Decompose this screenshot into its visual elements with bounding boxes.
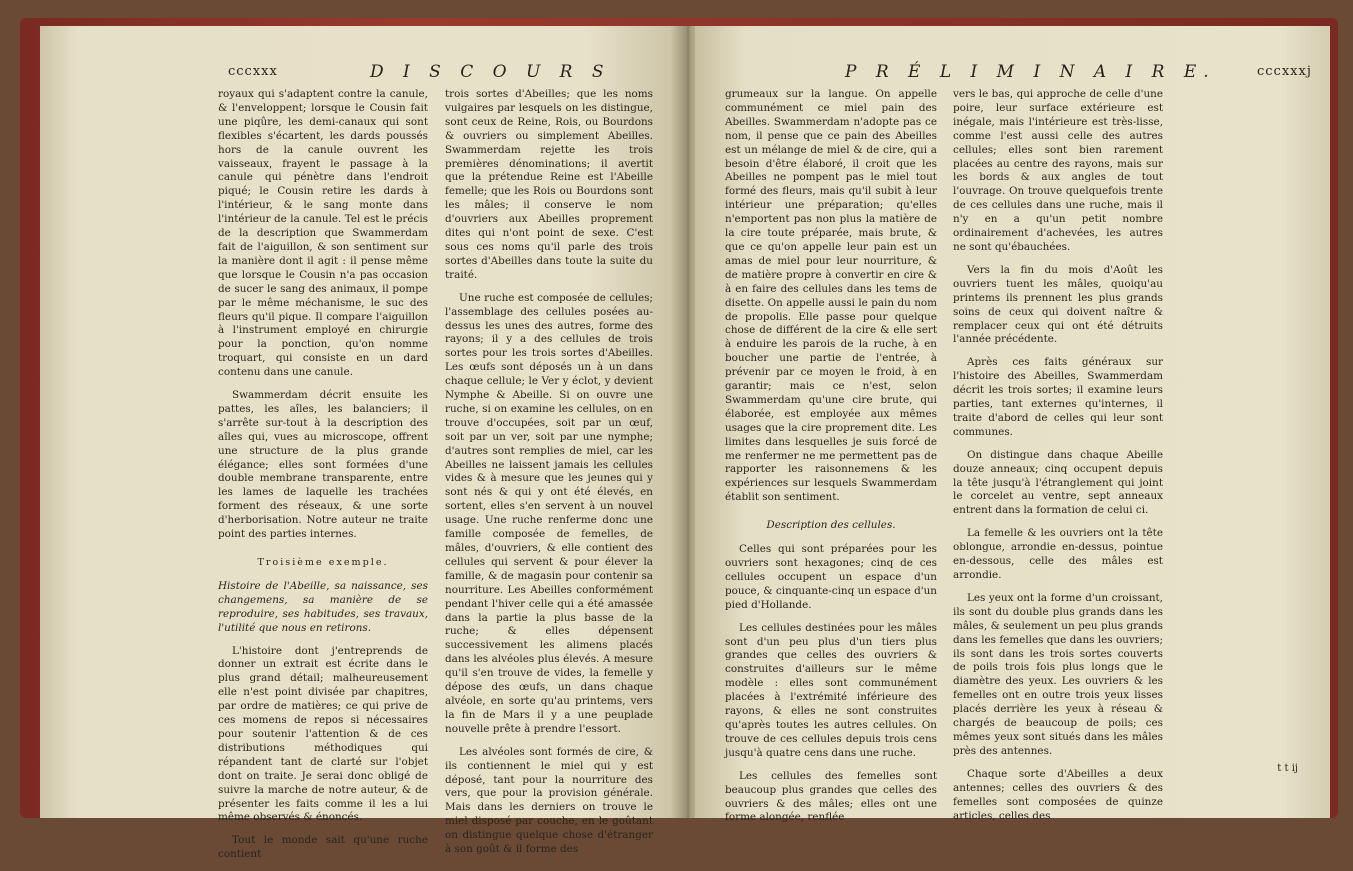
right-column-1 — [725, 88, 937, 834]
left-column-2 — [445, 88, 653, 866]
open-book — [40, 26, 1330, 861]
paragraph: Les alvéoles sont formés de cire, & ils contiennent le miel qui y est déposé, tant pour la nourriture des vers, que pour la provision générale. Mais dans les derniers on trouve le miel disposé par couche, en le goûtant on distingue quelque chose d'étranger à son goût & il forme des — [445, 745, 653, 856]
paragraph: Les yeux ont la forme d'un croissant, ils sont du double plus grands dans les mâles, & seulement un peu plus grands dans les femelles que dans les ouvriers; ils sont dans les trois sortes couverts de poils trois fois plus longs que le diamètre des yeux. Les ouvriers & les femelles ont en outre trois yeux lisses placés derrière les yeux à réseau & chargés de beaucoup de poils; ces mêmes yeux sont situés dans les mâles près des antennes. — [953, 591, 1163, 757]
left-column-1 — [218, 88, 428, 871]
paragraph: Vers la fin du mois d'Août les ouvriers tuent les mâles, quoiqu'au printems ils prennent les plus grands soins de ceux qui doivent naître & remplacer ceux qui ont été détruits l'année précédente. — [953, 263, 1163, 346]
paragraph: Tout le monde sait qu'une ruche contient — [218, 834, 428, 861]
section-heading: Description des cellules. — [766, 519, 896, 532]
paragraph: royaux qui s'adaptent contre la canule, & l'enveloppent; lorsque le Cousin fait une piqûre, les demi-canaux qui sont flexibles s'écartent, les dards poussés hors de la canule ouvrent les vaisseaux, frayent le passage à la canule qui pénètre dans l'endroit piqué; le Cousin retire les dards à l'intérieur, & le sang monte dans l'intérieur de la canule. Tel est le précis de la description que Swammerdam fait de l'aiguillon, & son sentiment sur la manière dont il agit : il pense même que lorsque le Cousin n'a pas occasion de sucer le sang des animaux, il pompe par le même méchanisme, le suc des fleurs qu'il pique. Il compare l'aiguillon à l'instrument employé en chirurgie pour la ponction, qu'on nomme troquart, qui consiste en un dard contenu dans une canule. — [218, 88, 428, 379]
right-page — [695, 26, 1330, 824]
paragraph: On distingue dans chaque Abeille douze anneaux; cinq occupent depuis la tête jusqu'à l'étranglement qui joint le corcelet au ventre, sept anneaux entrent dans la formation de celui ci. — [953, 448, 1163, 517]
paragraph: Swammerdam décrit ensuite les pattes, les aîles, les balanciers; il s'arrête sur-tout à la description des aîles qui, vues au microscope, offrent une structure de la plus grande élégance; elles sont formées d'une double membrane transparente, entre les lames de laquelle les trachées forment des réseaux, & une sorte d'herborisation. Notre auteur ne traite point des parties internes. — [218, 389, 428, 541]
paragraph: Celles qui sont préparées pour les ouvriers sont hexagones; cinq de ces cellules occupent un espace d'un pouce, & cinquante-cinq un espace d'un pied d'Hollande. — [725, 543, 937, 611]
paragraph: Les cellules destinées pour les mâles sont d'un peu plus d'un tiers plus grandes que celles des ouvriers & construites d'ailleurs sur le même modèle : elles sont communément placées à l'extrémité inférieure des rayons, & elles ne sont construites qu'après toutes les autres cellules. On trouve de ces cellules depuis trois cens jusqu'à quatre cens dans une ruche. — [725, 621, 937, 759]
right-running-title: P R É L I M I N A I R E. — [845, 62, 1216, 82]
left-page — [40, 26, 680, 861]
paragraph: vers le bas, qui approche de celle d'une poire, leur surface extérieure est inégale, mais l'intérieure est très-lisse, comme l'est aussi celle des autres cellules; elles sont bien rarement placées au centre des rayons, mais sur les bords & aux angles de tout l'ouvrage. On trouve quelquefois trente de ces cellules dans une ruche, mais il n'y en a qu'un petit nombre ordinairement d'achevées, les autres ne sont qu'ébauchées. — [953, 88, 1163, 253]
left-running-title: D I S C O U R S — [370, 62, 611, 82]
paragraph: La femelle & les ouvriers ont la tête oblongue, arrondie en-dessus, pointue en-dessous, celle des mâles est arrondie. — [953, 527, 1163, 581]
left-page-number: cccxxx — [228, 64, 278, 79]
signature-mark: t t ij — [1277, 763, 1298, 774]
paragraph: Les cellules des femelles sont beaucoup plus grandes que celles des ouvriers & des mâles; elles ont une forme alongée, renflée — [725, 769, 937, 824]
right-page-number: cccxxxj — [1257, 64, 1312, 79]
paragraph: L'histoire dont j'entreprends de donner un extrait est écrite dans le plus grand détail; malheureusement elle n'est point divisée par chapitres, par ordre de matières; ce qui prive de ces momens de repos si nécessaires pour soutenir l'attention & de ces distributions méthodiques qui répandent tant de clarté sur l'objet dont on traite. Je serai donc obligé de suivre la marche de notre auteur, & de présenter les faits comme il les a lui même observés & énoncés. — [218, 644, 428, 824]
paragraph: Après ces faits généraux sur l'histoire des Abeilles, Swammerdam décrit les trois sortes; il examine leurs parties, tant externes qu'internes, il traite d'abord de celles qui leur sont communes. — [953, 356, 1163, 438]
paragraph: grumeaux sur la langue. On appelle communément ce miel pain des Abeilles. Swammerdam n'adopte pas ce nom, il pense que ce pain des Abeilles est un mélange de miel & de cire, qui a besoin d'être élaboré, il croit que les Abeilles ne pompent pas le miel tout formé des fleurs, mais qu'il subit à leur intérieur une préparation; qu'elles n'emportent pas non plus la matière de la cire toute préparée, mais brute, & que ce qu'on appelle leur pain est un amas de miel pour leur nourriture, & de matière propre à convertir en cire & à en faire des cellules dans les tems de disette. On appelle aussi le pain du nom de propolis. Elle passe pour quelque chose de différent de la cire & elle sert à enduire les parois de la ruche, à en boucher une partie de l'entrée, à prévenir par ce moyen le froid, à en garantir; mais ce n'est, selon Swammerdam qu'une cire brute, qui élaborée, est employée aux mêmes usages que la cire proprement dite. Les limites dans lesquelles je suis forcé de me renfermer ne me permettent pas de rapporter les raisonnemens & les expériences sur lesquels Swammerdam établit son sentiment. — [725, 88, 937, 504]
paragraph: trois sortes d'Abeilles; que les noms vulgaires par lesquels on les distingue, sont ceux de Reine, Rois, ou Bourdons & ouvriers ou simplement Abeilles. Swammerdam rejette les trois premières dénominations; il avertit que la prétendue Reine est l'Abeille femelle; que les Rois ou Bourdons sont les mâles; il conserve le nom d'ouvriers aux Abeilles proprement dites qui n'ont point de sexe. C'est sous ces noms qu'il parle des trois sortes d'Abeilles dans toute la suite du traité. — [445, 88, 653, 281]
right-column-2 — [953, 88, 1163, 832]
section-heading: Troisième exemple. — [257, 557, 389, 568]
section-subheading: Histoire de l'Abeille, sa naissance, ses changemens, sa manière de se reproduire, ses habitudes, ses travaux, l'utilité que nous en retirons. — [218, 579, 428, 634]
paragraph: Chaque sorte d'Abeilles a deux antennes; celles des ouvriers & des femelles sont composées de quinze articles, celles des — [953, 767, 1163, 822]
paragraph: Une ruche est composée de cellules; l'assemblage des cellules posées au-dessus les unes des autres, forme des rayons; il y a des cellules de trois sortes pour les trois sortes d'Abeilles. Les œufs sont déposés un à un dans chaque cellule; le Ver y éclot, y devient Nymphe & Abeille. Si on ouvre une ruche, si on examine les cellules, on en trouve d'occupées, soit par un œuf, soit par un ver, soit par une nymphe; d'autres sont remplies de miel, car les Abeilles ne laissent jamais les cellules vides & à mesure que les jeunes qui y sont nés & qui y ont été élevés, en sortent, elles s'en servent à un nouvel usage. Une ruche renferme donc une famille composée de femelles, de mâles, d'ouvriers, & elle contient des cellules qui servent & pour élever la famille, & de magasin pour contenir sa nourriture. Les Abeilles conformément pendant l'hiver celle qui a été amassée dans la partie la plus basse de la ruche; & elles dépensent successivement les alimens placés dans les alvéoles plus élevés. A mesure qu'il s'en trouve de vides, la femelle y dépose des œufs, un dans chaque alvéole, en sorte qu'au printems, vers la fin de Mars il y a une peuplade nouvelle prête à prendre l'essort. — [445, 291, 653, 735]
